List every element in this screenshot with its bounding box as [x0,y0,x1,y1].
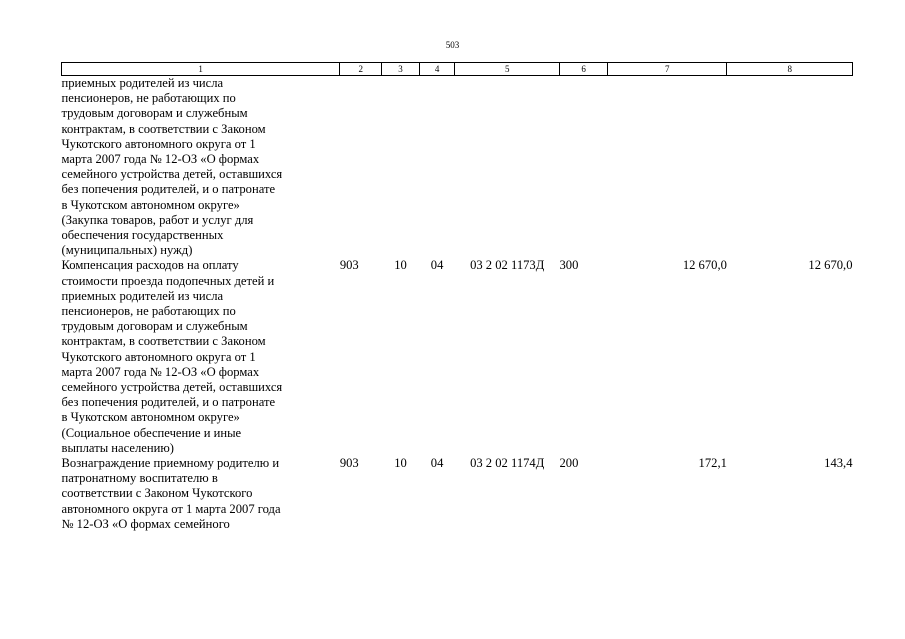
grbs-code-cell: 903 [339,456,359,471]
column-number-header: 8 [727,63,853,76]
description-line: семейного устройства детей, оставшихся [61,380,283,395]
amount-year-1-cell: 12 670,0 [682,258,727,273]
target-article-code-cell: 03 2 02 1173Д [470,258,545,273]
target-article-code-cell [455,76,560,259]
column-number-row [62,63,853,76]
expense-description-cell [62,258,340,456]
description-line: (Закупка товаров, работ и услуг для [61,212,254,227]
section-code-cell: 10 [394,456,407,471]
page-number: 503 [445,40,460,50]
subsection-code-cell: 04 [430,258,444,273]
expense-description-cell [62,456,340,532]
target-article-code-cell: 03 2 02 1174Д [470,456,545,471]
description-line: марта 2007 года № 12-ОЗ «О формах [61,364,260,379]
column-number-header: 3 [382,63,420,76]
description-line: (Социальное обеспечение и иные [61,425,242,440]
description-line: без попечения родителей, и о патронате [61,182,276,197]
description-line: автономного округа от 1 марта 2007 года [61,501,281,516]
table-row [62,456,853,532]
description-line: без попечения родителей, и о патронате [61,395,276,410]
description-line: приемных родителей из числа [61,288,224,303]
section-code-cell [382,76,420,259]
description-line: в Чукотском автономном округе» [61,410,240,425]
description-line: трудовым договорам и служебным [61,106,248,121]
description-line: Компенсация расходов на оплату [61,258,239,273]
grbs-code-cell [340,76,382,259]
column-number-header: 2 [340,63,382,76]
expense-type-code-cell: 300 [559,258,579,273]
section-code-cell: 10 [394,258,407,273]
description-line: Вознаграждение приемному родителю и [61,456,280,471]
amount-year-2-cell: 12 670,0 [808,258,853,273]
amount-year-1-cell [608,76,727,259]
description-line: контрактам, в соответствии с Законом [61,334,266,349]
column-number-header: 1 [62,63,340,76]
column-number-header: 7 [608,63,727,76]
expense-type-code-cell [560,76,608,259]
table-row [62,258,853,456]
subsection-code-cell: 04 [430,456,444,471]
description-line: приемных родителей из числа [61,76,224,90]
amount-year-2-cell [727,76,853,259]
table-row [62,76,853,259]
column-number-header: 4 [419,63,455,76]
description-line: марта 2007 года № 12-ОЗ «О формах [61,152,260,167]
expense-description-cell [62,76,340,259]
description-line: № 12-ОЗ «О формах семейного [61,516,230,531]
amount-year-1-cell: 172,1 [698,456,727,471]
description-line: трудовым договорам и служебным [61,319,248,334]
amount-year-2-cell: 143,4 [824,456,853,471]
description-line: соответствии с Законом Чукотского [61,486,253,501]
description-line: семейного устройства детей, оставшихся [61,167,283,182]
description-line: стоимости проезда подопечных детей и [61,273,275,288]
description-line: Чукотского автономного округа от 1 [61,349,256,364]
description-line: в Чукотском автономном округе» [61,197,240,212]
table-body [62,76,853,533]
description-line: патронатному воспитателю в [61,471,218,486]
description-line: пенсионеров, не работающих по [61,91,236,106]
description-line: контрактам, в соответствии с Законом [61,121,266,136]
column-number-header: 5 [455,63,560,76]
expense-type-code-cell: 200 [559,456,579,471]
description-line: пенсионеров, не работающих по [61,304,236,319]
column-number-header: 6 [560,63,608,76]
grbs-code-cell: 903 [339,258,359,273]
description-line: обеспечения государственных [61,228,224,243]
subsection-code-cell [419,76,455,259]
description-line: Чукотского автономного округа от 1 [61,136,256,151]
description-line: (муниципальных) нужд) [61,243,193,258]
budget-table [61,62,853,532]
description-line: выплаты населению) [61,440,174,455]
